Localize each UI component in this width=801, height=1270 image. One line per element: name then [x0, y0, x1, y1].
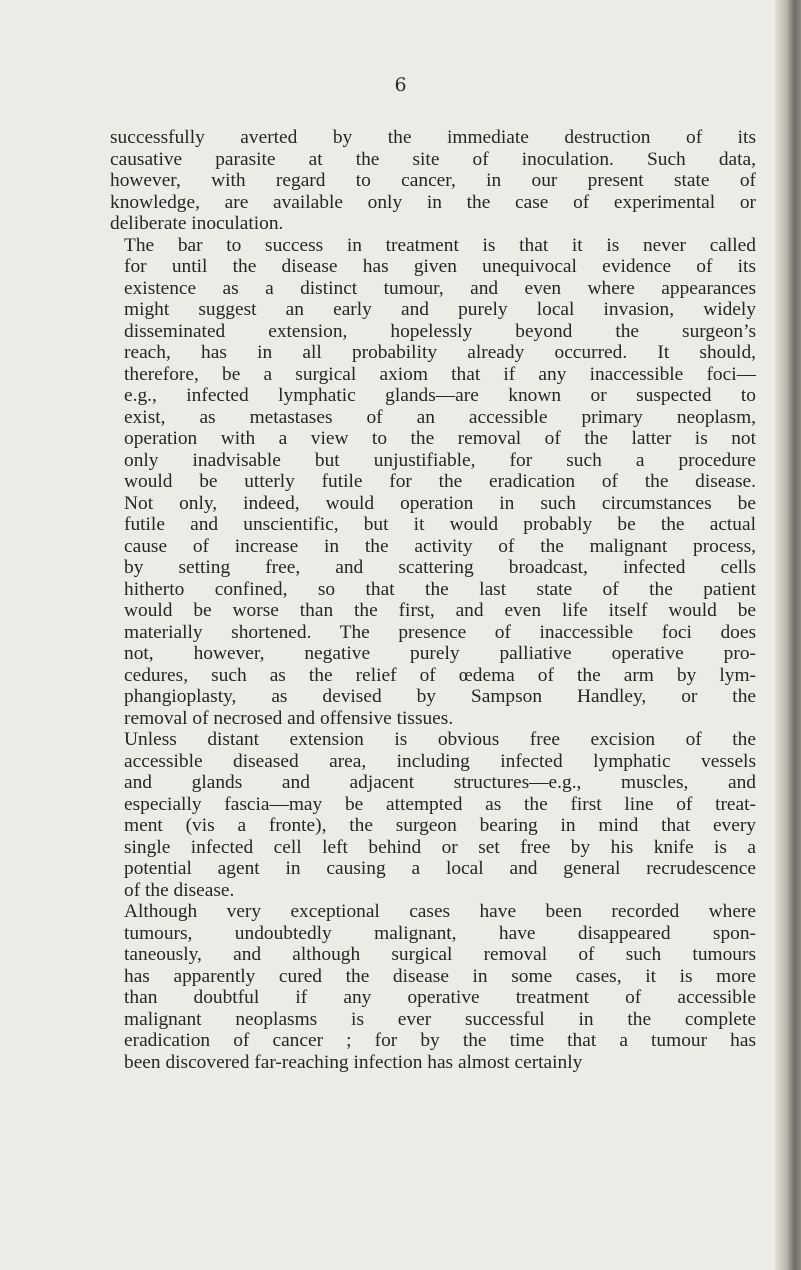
text-line: malignant neoplasms is ever successful in the complete [124, 1008, 756, 1030]
text-line: futile and unscientific, but it would probably be the actual [124, 514, 756, 535]
page-number: 6 [394, 74, 407, 96]
text-line: Unless distant extension is obvious free excision of the [124, 729, 756, 750]
text-line: The bar to success in treatment is that it is never called [124, 234, 756, 256]
text-line: operation with a view to the removal of the latter is not [124, 428, 756, 449]
text-line: not, however, negative purely palliative operative pro- [124, 643, 756, 664]
text-line: successfully averted by the immediate destruction of its [110, 127, 756, 148]
text-line: however, with regard to cancer, in our present state of [110, 170, 756, 191]
text-line: potential agent in causing a local and general recrudescence [124, 858, 756, 879]
text-line: single infected cell left behind or set free by his knife is a [124, 836, 756, 858]
text-line: by setting free, and scattering broadcast, infected cells [124, 557, 756, 578]
text-line: would be worse than the first, and even life itself would be [124, 600, 756, 621]
text-line: phangioplasty, as devised by Sampson Handley, or the [124, 686, 756, 707]
text-line: eradication of cancer ; for by the time that a tumour has [124, 1030, 756, 1051]
text-line: removal of necrosed and offensive tissues. [124, 707, 454, 729]
text-line: Although very exceptional cases have been recorded where [124, 901, 756, 922]
text-line: especially fascia—may be attempted as the first line of treat- [124, 793, 756, 815]
paragraph [110, 127, 756, 235]
page-binding-edge [775, 0, 801, 1270]
text-line: cause of increase in the activity of the malignant process, [124, 535, 756, 557]
text-line: exist, as metastases of an accessible primary neoplasm, [124, 406, 756, 428]
text-line: cedures, such as the relief of œdema of the arm by lym- [124, 664, 756, 686]
text-line: of the disease. [124, 879, 235, 901]
text-line: deliberate inoculation. [110, 213, 284, 234]
text-line: might suggest an early and purely local invasion, widely [124, 299, 756, 320]
text-line: causative parasite at the site of inoculation. Such data, [110, 148, 756, 170]
text-line: Not only, indeed, would operation in such circumstances be [124, 492, 756, 514]
text-line: knowledge, are available only in the case of experimental or [110, 191, 756, 213]
paragraph [110, 901, 756, 1073]
text-line: taneously, and although surgical removal of such tumours [124, 944, 756, 965]
text-line: ment (vis a fronte), the surgeon bearing in mind that every [124, 815, 756, 836]
paragraph [110, 729, 756, 901]
text-line: e.g., infected lymphatic glands—are known or suspected to [124, 385, 756, 406]
text-line: therefore, be a surgical axiom that if any inaccessible foci— [124, 363, 756, 385]
text-line: disseminated extension, hopelessly beyond the surgeon’s [124, 320, 756, 342]
text-line: existence as a distinct tumour, and even where appearances [124, 277, 756, 299]
text-line: only inadvisable but unjustifiable, for such a procedure [124, 449, 756, 471]
paragraph [110, 235, 756, 730]
text-line: been discovered far-reaching infection has almost certainly [124, 1051, 583, 1073]
text-line: than doubtful if any operative treatment of accessible [124, 987, 756, 1008]
text-line: reach, has in all probability already occurred. It should, [124, 342, 756, 363]
text-line: hitherto confined, so that the last state of the patient [124, 578, 756, 600]
text-line: for until the disease has given unequivocal evidence of its [124, 256, 756, 277]
text-line: accessible diseased area, including infected lymphatic vessels [124, 750, 756, 772]
text-line: has apparently cured the disease in some cases, it is more [124, 965, 756, 987]
text-line: tumours, undoubtedly malignant, have disappeared spon- [124, 922, 756, 944]
body-text [110, 127, 756, 1073]
text-line: and glands and adjacent structures—e.g., muscles, and [124, 772, 756, 793]
text-line: materially shortened. The presence of inaccessible foci does [124, 621, 756, 643]
text-line: would be utterly futile for the eradication of the disease. [124, 471, 756, 492]
